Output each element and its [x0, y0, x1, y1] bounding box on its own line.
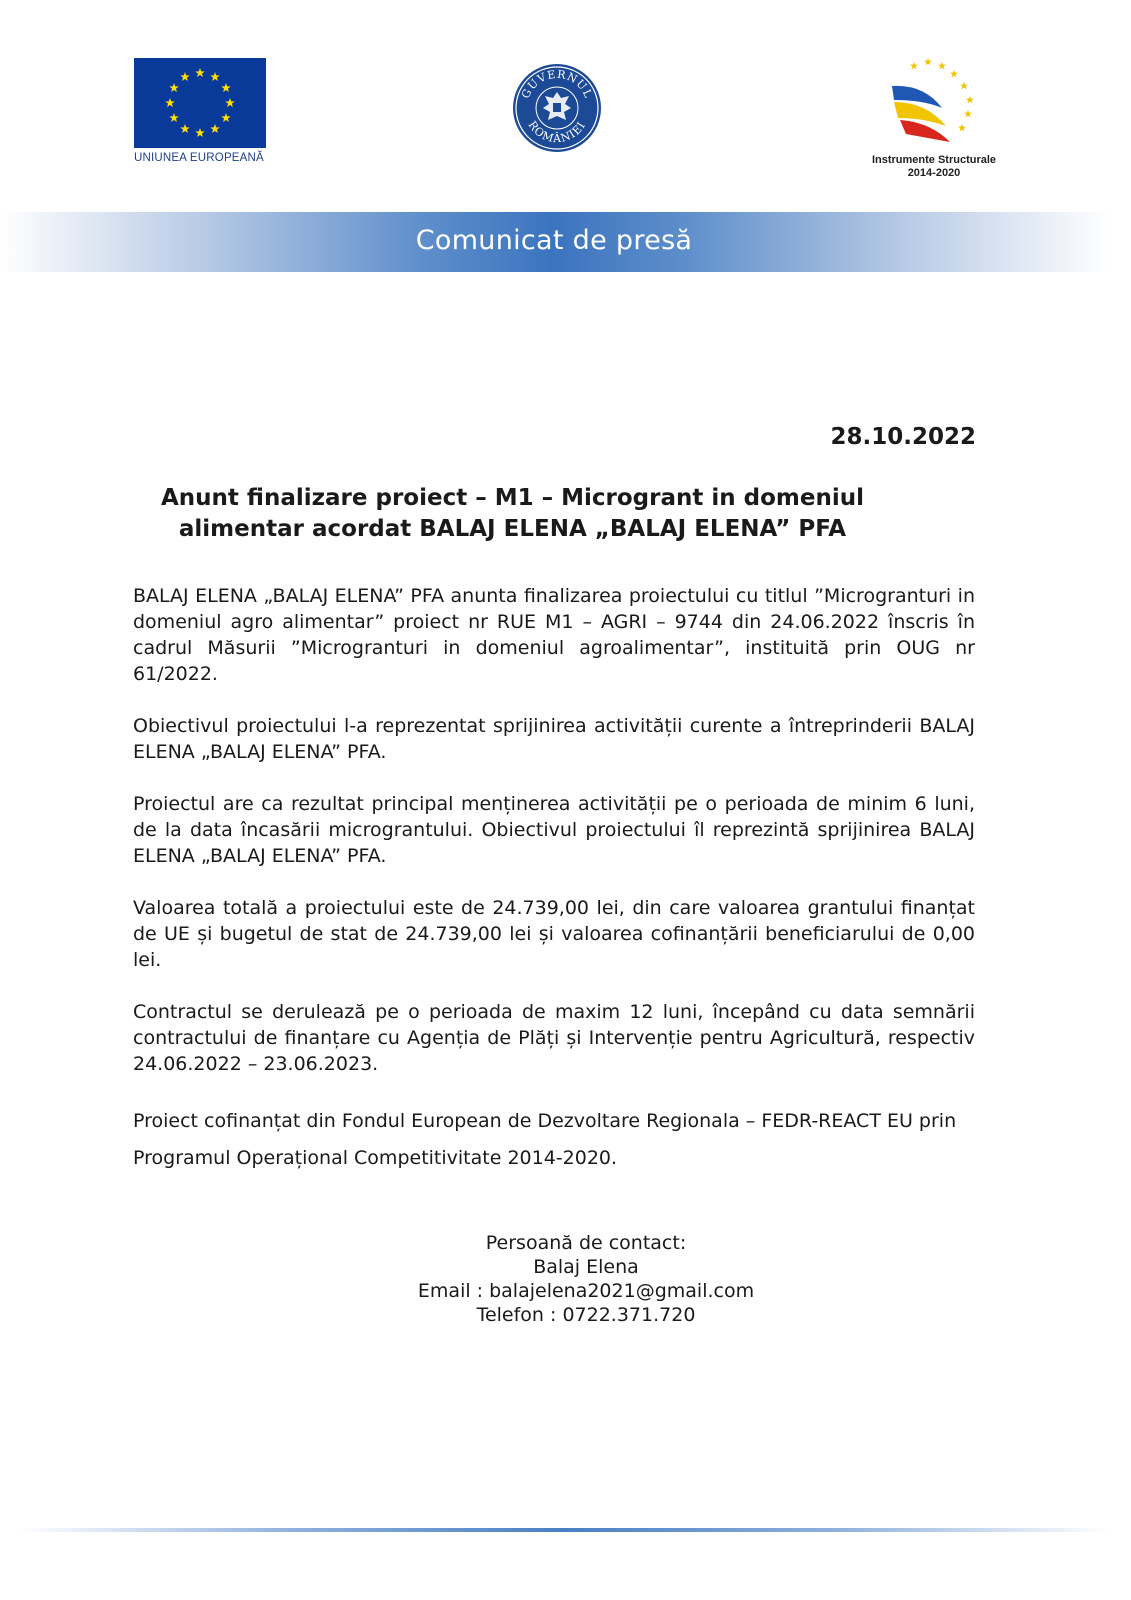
- structural-instruments-emblem-icon: [884, 56, 984, 148]
- instrumente-structurale-logo: [866, 56, 1002, 180]
- paragraph-value: Valoarea totală a proiectului este de 24.739,00 lei, din care valoarea grantului finanțat de UE și bugetul de stat de 24.739,00 lei și valoarea cofinanțării beneficiarului de 0,00 lei.: [133, 897, 975, 971]
- contact-block: [380, 1231, 792, 1327]
- paragraph-cofinancing: Proiect cofinanțat din Fondul European de Dezvoltare Regionala – FEDR-REACT EU prin Programul Operațional Competitivitate 2014-2020.: [133, 1110, 957, 1169]
- paragraph-contract: Contractul se derulează pe o perioada de maxim 12 luni, începând cu data semnării contractului de finanțare cu Agenția de Plăți și Intervenție pentru Agricultură, respectiv 24.06.2022 – 23.06.2023.: [133, 1001, 975, 1075]
- eu-logo-caption: UNIUNEA EUROPEANĂ: [134, 152, 264, 164]
- banner-title: Comunicat de presă: [415, 225, 693, 256]
- contact-email: Email : balajelena2021@gmail.com: [417, 1280, 755, 1302]
- is-logo-caption-line2: 2014-2020: [907, 167, 961, 179]
- release-date: 28.10.2022: [830, 424, 976, 450]
- svg-text:GUVERNUL: GUVERNUL: [518, 67, 596, 101]
- contact-name: Balaj Elena: [533, 1256, 639, 1278]
- paragraph-objective: Obiectivul proiectului l-a reprezentat sprijinirea activității curente a întreprinderii BALAJ ELENA „BALAJ ELENA” PFA.: [133, 715, 975, 763]
- is-logo-caption-line1: Instrumente Structurale: [871, 154, 997, 166]
- svg-text:ROMÂNIEI: ROMÂNIEI: [525, 118, 589, 146]
- romanian-government-seal: [511, 62, 603, 154]
- release-title: Anunt finalizare proiect – M1 – Microgrant in domeniul alimentar acordat BALAJ ELENA „BALAJ ELENA” PFA: [161, 485, 864, 542]
- contact-phone: Telefon : 0722.371.720: [476, 1304, 696, 1326]
- footer-divider: [20, 1528, 1110, 1532]
- eu-logo: [134, 58, 268, 164]
- release-body: [133, 583, 975, 1203]
- eu-flag-icon: [134, 58, 266, 148]
- paragraph-result: Proiectul are ca rezultat principal menținerea activității pe o perioada de minim 6 luni, de la data încasării micrograntului. Obiectivul proiectului îl reprezintă sprijinirea BALAJ ELENA „BALAJ ELENA” PFA.: [133, 793, 975, 867]
- press-release-banner: [0, 212, 1108, 272]
- paragraph-intro: BALAJ ELENA „BALAJ ELENA” PFA anunta finalizarea proiectului cu titlul ”Microgranturi in domeniul agro alimentar” proiect nr RUE M1 – AGRI – 9744 din 24.06.2022 înscris în cadrul Măsurii ”Microgranturi in domeniul agroalimentar”, instituită prin OUG nr 61/2022.: [133, 585, 975, 685]
- contact-label: Persoană de contact:: [485, 1232, 687, 1254]
